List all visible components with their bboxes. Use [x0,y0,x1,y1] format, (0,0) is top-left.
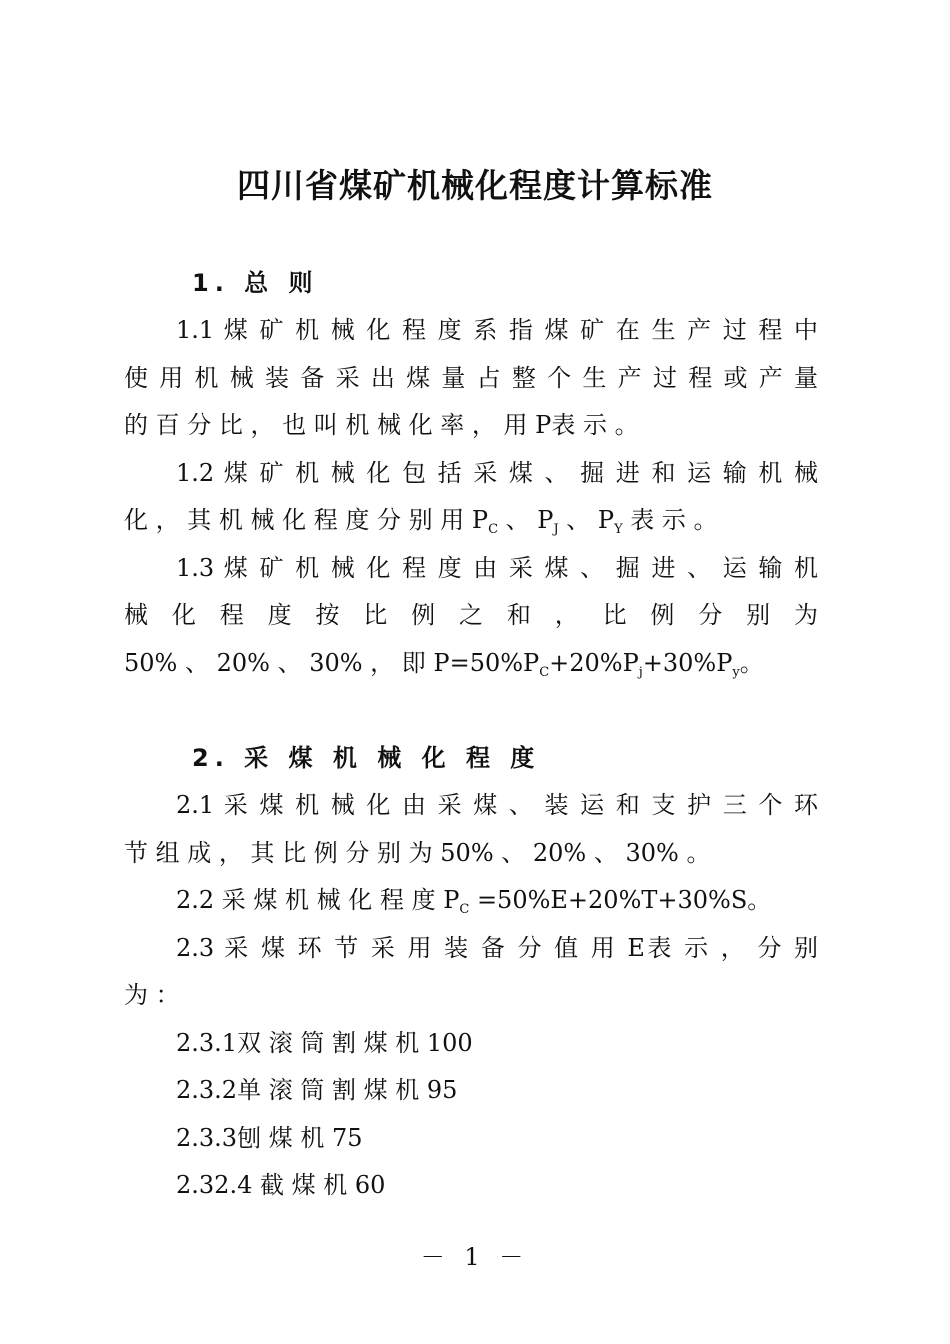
list-item: 2.3.3刨 煤 机 75 [176,1124,363,1152]
paragraph-1-1-line-3: 的 百 分 比 ， 也 叫 机 械 化 率 ， 用 P表 示 。 [124,411,639,439]
paragraph-1-3-line-1: 1.3 煤 矿 机 械 化 程 度 由 采 煤 、 掘 进 、 运 输 机 [176,554,818,582]
subscript: C [539,665,550,680]
text: 50% 、 20% 、 30% ， 即 P=50%P [124,649,540,677]
paragraph-1-2-line-2 [124,505,818,545]
text: +30%P [642,649,733,677]
section-2-heading: 2. 采 煤 机 械 化 程 度 [192,744,541,772]
text: =50%E+20%T+30%S。 [469,886,772,914]
paragraph-2-1-line-1: 2.1 采 煤 机 械 化 由 采 煤 、 装 运 和 支 护 三 个 环 [176,791,818,819]
list-item: 2.3.2单 滚 筒 割 煤 机 95 [176,1076,458,1104]
subscript: C [459,902,470,917]
text: 。 [739,649,764,677]
subscript: J [553,522,559,537]
list-item: 2.3.1双 滚 筒 割 煤 机 100 [176,1029,473,1057]
paragraph-1-3-line-2: 械 化 程 度 按 比 例 之 和 ， 比 例 分 别 为 [124,601,818,629]
text: +20%P [549,649,639,677]
subscript: C [488,522,499,537]
page-title: 四川省煤矿机械化程度计算标准 [237,166,713,205]
text: 化 ， 其 机 械 化 程 度 分 别 用 P [124,506,489,534]
paragraph-2-2 [176,885,818,925]
paragraph-2-1-line-2: 节 组 成 ， 其 比 例 分 别 为 50% 、 20% 、 30% 。 [124,839,711,867]
paragraph-1-3-line-3 [124,648,818,688]
paragraph-2-3-line-1: 2.3 采 煤 环 节 采 用 装 备 分 值 用 E表 示 ， 分 别 [176,934,818,962]
text: 、 P [498,506,554,534]
subscript: y [732,665,740,680]
section-1-heading: 1. 总 则 [192,269,319,297]
subscript: j [638,665,643,680]
paragraph-1-1-line-1: 1.1 煤 矿 机 械 化 程 度 系 指 煤 矿 在 生 产 过 程 中 [176,316,818,344]
paragraph-2-3-line-2: 为 ： [124,981,180,1009]
subscript: Y [614,522,623,537]
paragraph-1-1-line-2: 使 用 机 械 装 备 采 出 煤 量 占 整 个 生 产 过 程 或 产 量 [124,364,818,392]
text: 、 P [558,506,615,534]
paragraph-1-2-line-1: 1.2 煤 矿 机 械 化 包 括 采 煤 、 掘 进 和 运 输 机 械 [176,459,818,487]
page-number: － 1 － [420,1243,530,1271]
text: 表 示 。 [622,506,718,534]
text: 2.2 采 煤 机 械 化 程 度 P [176,886,460,914]
list-item: 2.32.4 截 煤 机 60 [176,1171,386,1199]
